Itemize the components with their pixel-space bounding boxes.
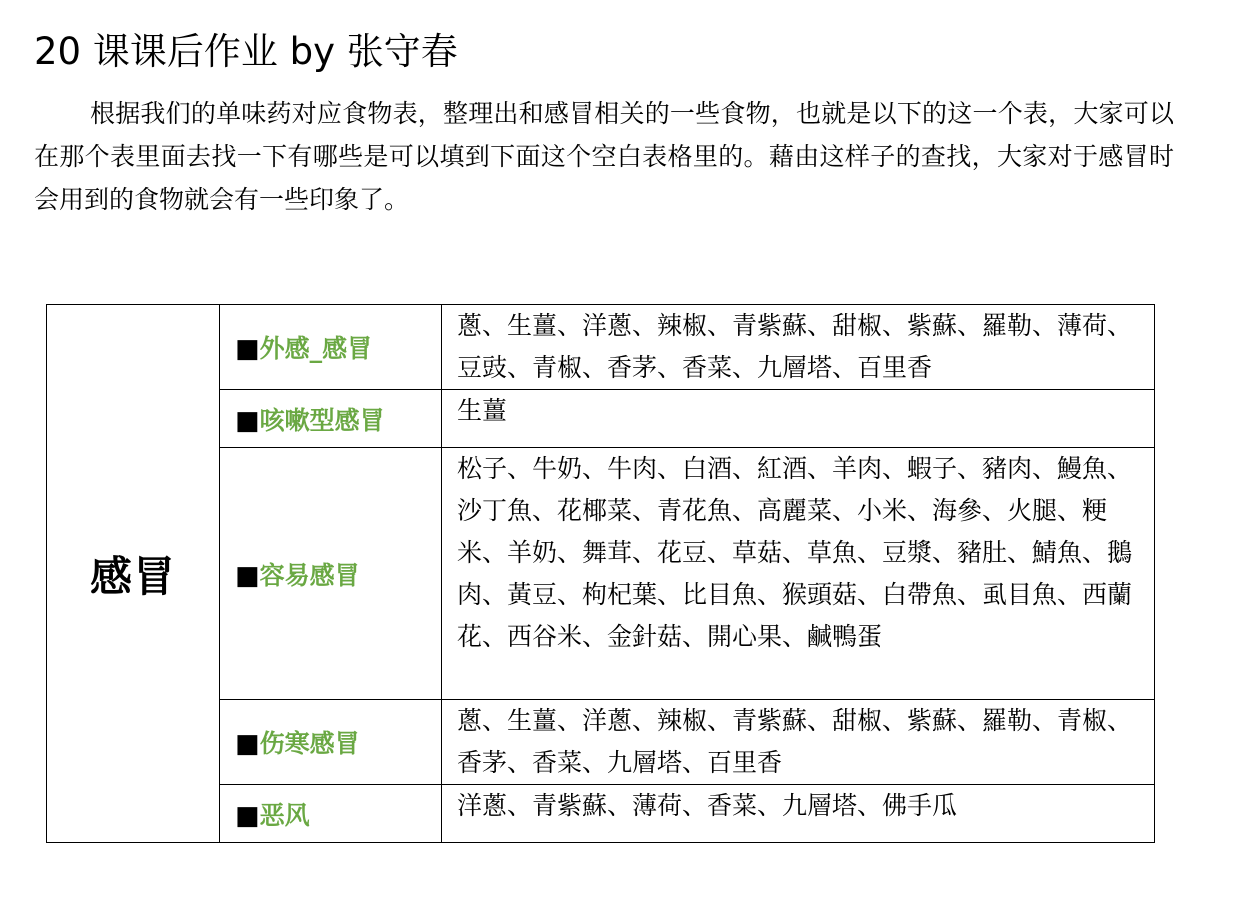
subcategory-label: 外感_感冒 — [259, 334, 373, 363]
category-cell — [47, 305, 220, 843]
food-list-cell: 蔥、生薑、洋蔥、辣椒、青紫蘇、甜椒、紫蘇、羅勒、青椒、香茅、香菜、九層塔、百里香 — [442, 700, 1155, 785]
intro-paragraph: 根据我们的单味药对应食物表，整理出和感冒相关的一些食物，也就是以下的这一个表，大家可以在那个表里面去找一下有哪些是可以填到下面这个空白表格里的。藉由这样子的查找，大家对于感冒时会用到的食物就会有一些印象了。 — [34, 99, 1174, 214]
subcategory-cell — [220, 785, 442, 843]
table-row — [47, 305, 1155, 390]
cold-food-table — [46, 304, 1155, 843]
document-title: 20 课课后作业 by 张守春 — [34, 30, 458, 73]
food-list-cell: 生薑 — [442, 390, 1155, 448]
subcategory-label: 恶风 — [259, 800, 310, 830]
food-list-cell: 松子、牛奶、牛肉、白酒、紅酒、羊肉、蝦子、豬肉、鰻魚、沙丁魚、花椰菜、青花魚、高麗菜、小米、海參、火腿、粳米、羊奶、舞茸、花豆、草菇、草魚、豆漿、豬肚、鯖魚、鵝肉、黃豆、枸杞葉、比目魚、猴頭菇、白帶魚、虱目魚、西蘭花、西谷米、金針菇、開心果、鹹鴨蛋 — [442, 448, 1155, 700]
subcategory-label: 咳嗽型感冒 — [259, 405, 385, 435]
subcategory-label: 容易感冒 — [259, 560, 360, 590]
category-label: 感冒 — [89, 551, 176, 601]
square-bullet-icon: ■ — [235, 800, 260, 831]
food-list-cell: 洋蔥、青紫蘇、薄荷、香菜、九層塔、佛手瓜 — [442, 785, 1155, 843]
square-bullet-icon: ■ — [235, 405, 260, 436]
food-list-cell: 蔥、生薑、洋蔥、辣椒、青紫蘇、甜椒、紫蘇、羅勒、薄荷、豆豉、青椒、香茅、香菜、九層塔、百里香 — [442, 305, 1155, 390]
square-bullet-icon: ■ — [235, 560, 260, 591]
subcategory-cell — [220, 305, 442, 390]
subcategory-cell — [220, 700, 442, 785]
square-bullet-icon: ■ — [235, 729, 260, 759]
square-bullet-icon: ■ — [235, 334, 260, 364]
subcategory-cell — [220, 448, 442, 700]
subcategory-label: 伤寒感冒 — [259, 729, 360, 758]
subcategory-cell — [220, 390, 442, 448]
